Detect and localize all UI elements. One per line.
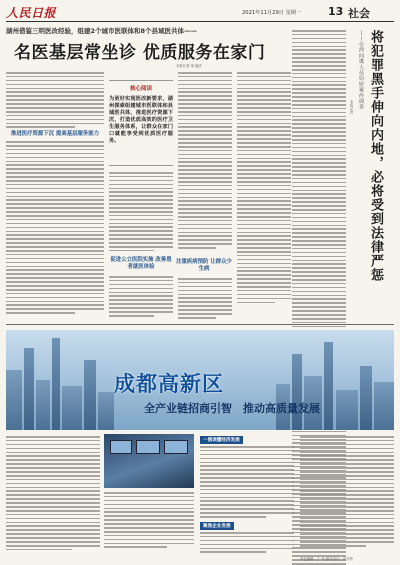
subhead-1: 推进医疗资源下沉 提高基层服务能力 — [10, 131, 100, 138]
story-kicker: 湖州借鉴三明医改经验，组建2个城市医联体和8个县域医共体—— — [6, 27, 198, 35]
chengdu-banner — [6, 330, 394, 430]
column-2 — [109, 172, 173, 254]
core-reading-box — [109, 80, 173, 166]
column-4 — [237, 72, 291, 305]
page-number: 13 — [328, 5, 344, 18]
bottom-column-4 — [300, 436, 394, 549]
newspaper-logo: 人民日报 — [6, 6, 57, 20]
right-story-headline: 将犯罪黑手伸向内地，必将受到法律严惩 — [368, 30, 383, 282]
page-footer: 责任编辑：丁 丹 版式设计：沈亦伶 — [300, 557, 354, 561]
section-name: 社会 — [348, 7, 370, 20]
bottom-tag-2: 聚焦企业发展 — [200, 522, 234, 530]
story-byline: 本报记者 窦 瀚洋 — [176, 64, 202, 68]
column-3 — [178, 72, 232, 251]
top-rule — [6, 21, 394, 22]
column-2-bottom — [109, 276, 173, 319]
right-story-subtitle: ——台湾间谍人员窃密案件调查 — [358, 30, 364, 110]
subhead-2: 促进公立医院实施 改善患者就医体验 — [110, 257, 172, 270]
bottom-column-3b — [200, 532, 294, 555]
right-story-byline: 本报记者 — [350, 100, 354, 114]
banner-subtitle: 全产业链招商引智 推动高质量发展 — [144, 402, 320, 415]
banner-title: 成都高新区 — [114, 372, 224, 396]
core-reading-title: 核心阅读 — [129, 86, 152, 92]
column-1 — [6, 72, 104, 316]
bottom-tag-1: 一图读懂经济发展 — [200, 436, 243, 444]
middle-rule — [6, 324, 394, 325]
bottom-column-1 — [6, 436, 100, 553]
control-room-photo — [104, 434, 194, 488]
masthead — [6, 4, 394, 20]
story-headline: 名医基层常坐诊 优质服务在家门 — [14, 43, 266, 63]
column-3-bottom — [178, 278, 232, 321]
bottom-column-3 — [200, 446, 294, 520]
subhead-3: 注重疾病预防 让群众少生病 — [176, 259, 232, 272]
bottom-column-2 — [104, 492, 194, 550]
core-reading-text: 为更好实现医改新要求，湖州探索组建城市医联体和县域医共体，推进医疗资源下沉，打造优质高效的医疗卫生服务体系，让群众在家门口就能享受到优质医疗服务。 — [109, 96, 173, 144]
issue-date: 2021年11月29日 星期一 — [242, 10, 302, 16]
